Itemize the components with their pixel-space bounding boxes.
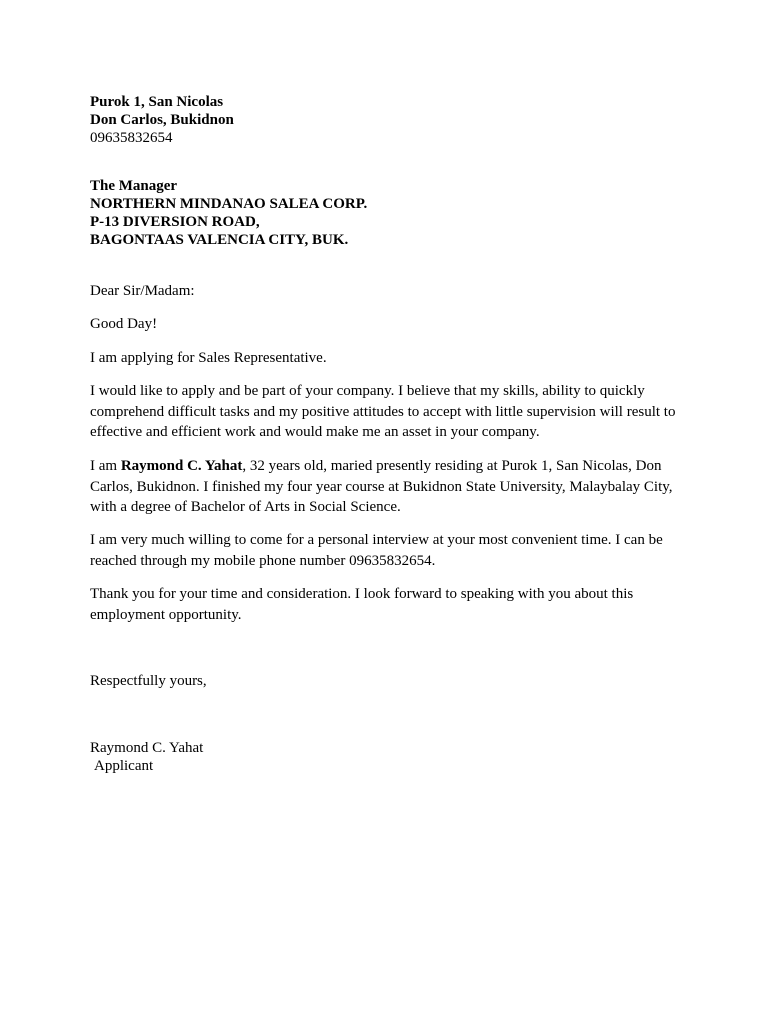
body-paragraph-thanks: Thank you for your time and consideration. I look forward to speaking with you about this employment opportunity.: [90, 586, 634, 623]
body-paragraph-skills: I would like to apply and be part of your company. I believe that my skills, ability to quickly comprehend difficult tasks and my positive attitudes to accept with little supervision will result to effective and efficient work and would make me an asset in your company.: [90, 383, 676, 440]
recipient-address-line1: P-13 DIVERSION ROAD,: [90, 214, 260, 230]
sender-address-line1: Purok 1, San Nicolas: [90, 94, 224, 110]
recipient-company: NORTHERN MINDANAO SALEA CORP.: [90, 196, 368, 212]
body-paragraph-interview: I am very much willing to come for a personal interview at your most convenient time. I can be reached through my mobile phone number 09635832654.: [90, 532, 663, 569]
valediction: Respectfully yours,: [90, 673, 207, 689]
paragraph-rest: , 32 years old, maried presently residing at Purok 1, San Nicolas, Don Carlos, Bukidnon. I finished my four year course at Bukidnon State University, Malaybalay City, with a degree of Bachelor of Arts in Social Science.: [90, 458, 673, 515]
sender-address-block: [90, 93, 234, 147]
sender-phone: 09635832654: [90, 130, 173, 146]
signer-title: Applicant: [94, 758, 154, 774]
paragraph-prefix: I am: [90, 458, 121, 474]
body-paragraph-background: [90, 456, 690, 518]
sender-address-line2: Don Carlos, Bukidnon: [90, 112, 234, 128]
recipient-address-line2: BAGONTAAS VALENCIA CITY, BUK.: [90, 232, 349, 248]
greeting: Good Day!: [90, 316, 158, 332]
position-statement: I am applying for Sales Representative.: [90, 350, 327, 366]
applicant-name-bold: Raymond C. Yahat: [120, 458, 243, 474]
recipient-title: The Manager: [90, 178, 178, 194]
recipient-address-block: [90, 177, 367, 249]
signature-block: [90, 739, 203, 775]
salutation: Dear Sir/Madam:: [90, 283, 195, 299]
signer-name: Raymond C. Yahat: [90, 740, 204, 756]
